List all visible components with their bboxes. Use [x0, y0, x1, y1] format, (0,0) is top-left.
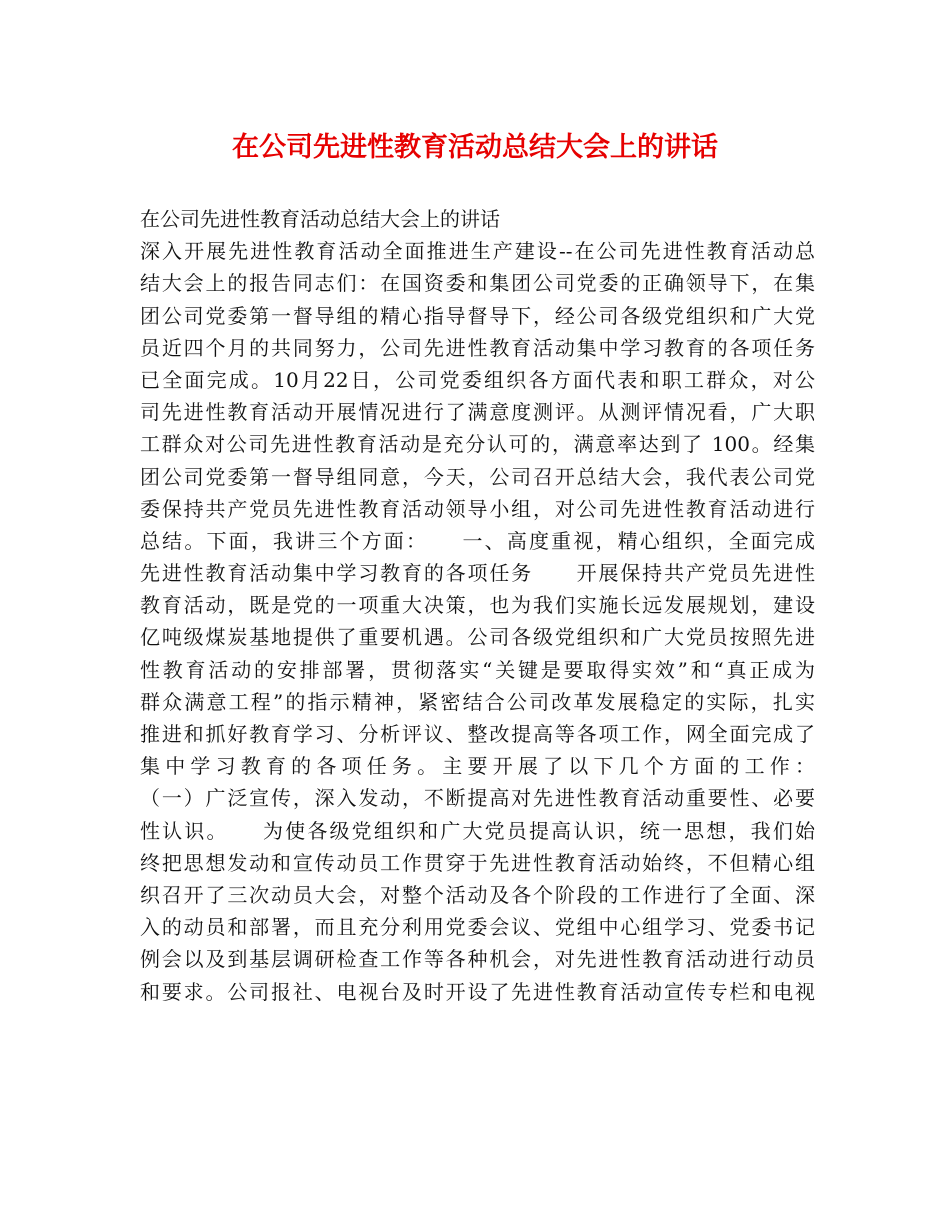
body-line: 团公司党委第一督导组的精心指导督导下，经公司各级党组织和广大党 — [140, 303, 815, 328]
body-line: 入的动员和部署，而且充分利用党委会议、党组中心组学习、党委书记 — [140, 915, 815, 940]
body-line: 性教育活动的安排部署，贯彻落实“关键是要取得实效”和“真正成为 — [140, 657, 815, 682]
body-line: 深入开展先进性教育活动全面推进生产建设--在公司先进性教育活动总 — [140, 239, 815, 264]
body-line: 教育活动，既是党的一项重大决策，也为我们实施长远发展规划，建设 — [140, 593, 815, 618]
document-title: 在公司先进性教育活动总结大会上的讲话 — [232, 132, 718, 163]
body-line: 结大会上的报告同志们：在国资委和集团公司党委的正确领导下，在集 — [140, 271, 815, 296]
body-line: 员近四个月的共同努力，公司先进性教育活动集中学习教育的各项任务 — [140, 335, 815, 360]
body-line: 集中学习教育的各项任务。主要开展了以下几个方面的工作： — [140, 754, 815, 779]
body-line: 终把思想发动和宣传动员工作贯穿于先进性教育活动始终，不但精心组 — [140, 850, 815, 875]
body-line: 先进性教育活动集中学习教育的各项任务 开展保持共产党员先进性 — [140, 561, 815, 586]
body-line: 工群众对公司先进性教育活动是充分认可的，满意率达到了 100。经集 — [140, 432, 815, 457]
body-line: 委保持共产党员先进性教育活动领导小组，对公司先进性教育活动进行 — [140, 496, 815, 521]
body-line: 推进和抓好教育学习、分析评议、整改提高等各项工作，网全面完成了 — [140, 722, 815, 746]
body-line: 司先进性教育活动开展情况进行了满意度测评。从测评情况看，广大职 — [140, 400, 815, 425]
body-line: 织召开了三次动员大会，对整个活动及各个阶段的工作进行了全面、深 — [140, 882, 815, 907]
body-line: 总结。下面，我讲三个方面： 一、高度重视，精心组织，全面完成 — [140, 528, 815, 553]
body-line: 和要求。公司报社、电视台及时开设了先进性教育活动宣传专栏和电视 — [140, 979, 815, 1004]
body-line: 团公司党委第一督导组同意，今天，公司召开总结大会，我代表公司党 — [140, 464, 815, 489]
body-line: 性认识。 为使各级党组织和广大党员提高认识，统一思想，我们始 — [140, 818, 815, 843]
body-line: 已全面完成。10月22日，公司党委组织各方面代表和职工群众，对公 — [140, 367, 815, 392]
document-body — [140, 203, 815, 1008]
body-line: 例会以及到基层调研检查工作等各种机会，对先进性教育活动进行动员 — [140, 947, 815, 972]
body-line: （一）广泛宣传，深入发动，不断提高对先进性教育活动重要性、必要 — [140, 786, 815, 811]
body-line: 群众满意工程”的指示精神，紧密结合公司改革发展稳定的实际，扎实 — [140, 689, 815, 714]
body-line: 在公司先进性教育活动总结大会上的讲话 — [140, 207, 500, 231]
body-line: 亿吨级煤炭基地提供了重要机遇。公司各级党组织和广大党员按照先进 — [140, 625, 815, 650]
